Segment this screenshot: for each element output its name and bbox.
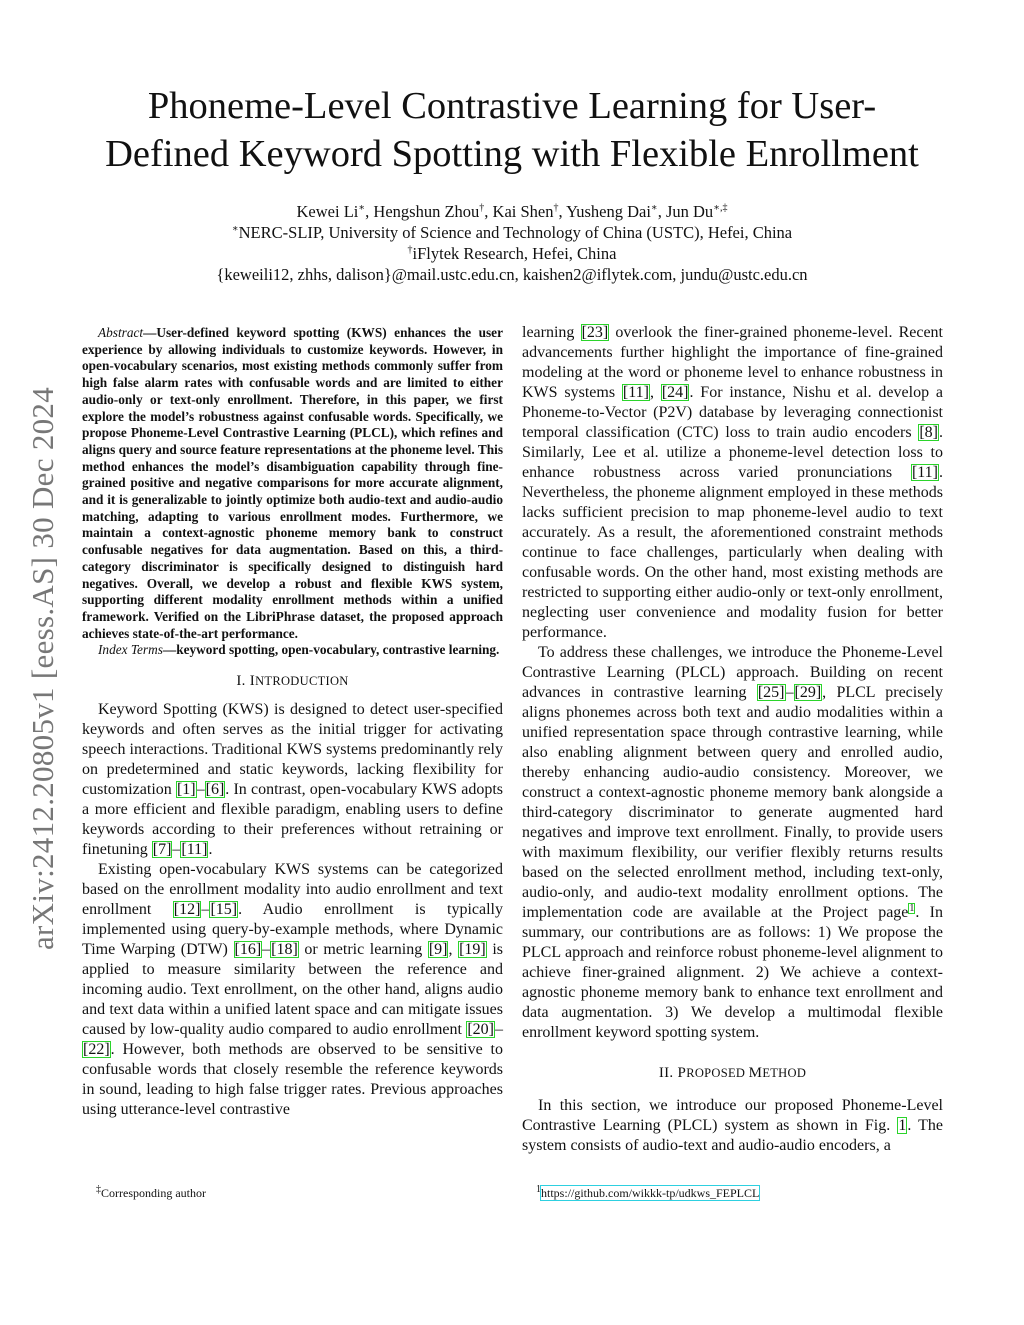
project-url-link[interactable]: https://github.com/wikkk-tp/udkws_FEPLCL [541,1186,760,1200]
affiliation-text: iFlytek Research, Hefei, China [412,244,617,263]
author-mark: ∗ [358,202,366,214]
citation-link[interactable]: [12] [173,901,201,919]
method-body [522,1096,943,1156]
author-names: Kewei Li∗, Hengshun Zhou†, Kai Shen†, Yusheng Dai∗, Jun Du∗,‡ [296,202,728,221]
author-name: Kai Shen [492,202,554,221]
affiliation-1 [40,222,984,243]
author-name: Jun Du [665,202,714,221]
author-name: Hengshun Zhou [373,202,480,221]
citation-link[interactable]: [23] [581,324,609,341]
citation-link[interactable]: [1] [176,781,196,799]
text-run: , [448,941,459,959]
author-name: Kewei Li [296,202,359,221]
text-run: learning [522,324,581,341]
index-terms-text: —keyword spotting, open-vocabulary, contrastive learning. [162,642,500,658]
affiliation-2 [40,243,984,264]
affil-mark: ∗ [231,223,239,235]
citation-link[interactable]: [7] [152,841,172,859]
section-rest: ETHOD [762,1066,807,1080]
citation-link[interactable]: [11] [181,841,208,859]
citation-link[interactable]: [16] [234,941,262,959]
text-run: . Similarly, Lee et al. utilize a phoneme-level detection loss to enhance robustness across varied pronunciations [522,424,943,481]
footnote-mark: 1 [536,1184,541,1195]
author-mark: ∗,‡ [713,202,728,214]
text-run: is applied to measure similarity between the reference and incoming audio. Text enrollment, on the other hand, aligns audio and text data within a unified latent space and can mitigate issues caused by low-quality audio compared to audio enrollment [82,941,504,1039]
title-line-1: Phoneme-Level Contrastive Learning for User- [147,85,877,127]
text-run: overlook the finer-grained phoneme-level. Recent advancements further highlight the importance of fine-grained modeling at the word or phoneme level to enhance robustness in KWS systems [522,324,943,401]
author-block [40,201,984,285]
abstract [82,325,503,642]
section-heading-introduction [82,673,503,690]
citation-link[interactable]: [15] [210,901,238,919]
citation-link[interactable]: [9] [428,941,448,959]
text-run: . Audio enrollment is typically implemented using query-by-example methods, where Dynamic Time Warping (DTW) [82,901,504,959]
citation-link[interactable]: [11] [911,464,938,481]
text-run: , PLCL precisely aligns phonemes across both text and audio modalities within a unified representation space through contrastive learning, while also enabling alignment between query and enrolled audio, thereby enhancing audio-audio consistency. Moreover, we construct a context-agnostic phoneme memory bank alongside a third-category discriminator to generate augmented hard negatives and improve text enrollment. Finally, to provide users with maximum flexibility, our verifier flexibly returns results based on the selected enrollment method, including text-only, audio-only, and audio-text modality enrollment options. The implementation code are available at the Project page [522,684,943,921]
citation-link[interactable]: [6] [205,781,225,799]
author-emails: {keweili12, zhhs, dalison}@mail.ustc.edu.cn, kaishen2@iflytek.com, jundu@ustc.edu.cn [216,265,808,284]
citation-link[interactable]: [29] [794,684,822,701]
text-run: or metric learning [298,941,428,959]
citation-link[interactable]: [11] [622,384,649,401]
abstract-label: Abstract [98,325,144,340]
text-run: – [172,841,181,859]
author-name: Yusheng Dai [566,202,651,221]
text-run: – [495,1021,503,1039]
text-run: Keyword Spotting (KWS) is designed to detect user-specified keywords and often serves as the initial trigger for activating speech interactions. Traditional KWS systems predominantly rely on predetermined and static keywords, lacking flexibility for customization [82,701,503,799]
section-number: I. [236,673,250,690]
affil-mark: † [407,244,413,256]
text-run: , [649,384,661,401]
citation-link[interactable]: [18] [271,941,298,959]
citation-link[interactable]: [24] [661,384,689,401]
introduction-body-continued [522,323,943,1043]
text-run: . In contrast, open-vocabulary KWS adopts a more efficient and flexible paradigm, enabling users to define keywords according to their preferences without retraining or finetuning [82,781,504,859]
index-terms [82,642,503,659]
paper-title [40,82,984,178]
footnote-mark: ‡ [96,1184,101,1195]
text-run: . However, both methods are observed to be sensitive to confusable words that closely resemble the reference keywords in sound, leading to high false trigger rates. Previous approaches using utterance-level contrastive [82,1041,503,1119]
text-run: – [785,684,794,701]
abstract-text: —User-defined keyword spotting (KWS) enhances the user experience by allowing individuals to customize keywords. However, in open-vocabulary scenarios, most existing methods commonly suffer from high false alarm rates with confusable words and are limited to either audio-only or text-only enrollment. Therefore, in this paper, we first explore the model’s robustness against confusable words. Specifically, we propose Phoneme-Level Contrastive Learning (PLCL), which refines and aligns query and source feature representations at the phoneme level. This method enhances the model’s disambiguation capability through fine-grained positive and negative comparisons for more accurate alignment, and it is generalizable to jointly optimize both audio-text and audio-audio matching, adapting to various enrollment modes. Furthermore, we maintain a context-agnostic phoneme memory bank to construct confusable negatives for data augmentation. Based on this, a third-category discriminator is specifically designed to distinguish hard negatives. Overall, we develop a robust and flexible KWS system, supporting different modality enrollment methods within a unified framework. Verified on the LibriPhrase dataset, the proposed approach achieves state-of-the-art performance. [82,325,503,641]
author-mark: † [553,202,559,214]
paragraph [522,1096,943,1156]
footnote-ref-link[interactable]: 1 [909,902,915,914]
citation-link[interactable]: 1 [898,1117,907,1134]
text-run: . In summary, our contributions are as follows: 1) We propose the PLCL approach and reinforce robust phoneme-level alignment to achieve finer-grained alignment. 2) We achieve a context-agnostic phoneme memory bank to enhance text enrollment and data augmentation. 3) We develop a multimodal flexible enrollment keyword spotting system. [522,904,944,1041]
text-run: – [201,901,210,919]
section-initial: P [677,1065,687,1081]
section-heading-proposed-method [522,1065,943,1082]
citation-link[interactable]: [19] [459,941,486,959]
text-run: . For instance, Nishu et al. develop a Phoneme-to-Vector (P2V) database by leveraging connectionist temporal classification (CTC) loss to train audio encoders [522,384,944,441]
footnote-project-link [536,1186,759,1201]
text-run: – [196,781,205,799]
text-run: Existing open-vocabulary KWS systems can be categorized based on the enrollment modality into audio enrollment and text enrollment [82,861,503,919]
right-column [522,323,943,1156]
paragraph [82,700,503,860]
citation-link[interactable]: [20] [467,1021,494,1039]
citation-link[interactable]: [22] [83,1041,110,1059]
section-rest: NTRODUCTION [255,674,349,689]
text-run: . The system consists of audio-text and audio-audio encoders, a [522,1117,943,1154]
text-run: In this section, we introduce our proposed Phoneme-Level Contrastive Learning (PLCL) system as shown in Fig. [522,1097,943,1134]
introduction-body [82,700,503,1120]
citation-link[interactable]: [8] [919,424,938,441]
text-run: To address these challenges, we introduce the Phoneme-Level Contrastive Learning (PLCL) approach. Building on recent advances in contrastive learning [522,644,943,701]
arxiv-watermark: arXiv:2412.20805v1 [eess.AS] 30 Dec 2024 [25,386,60,950]
paragraph [522,323,943,643]
text-run: – [262,941,271,959]
footnote-text: Corresponding author [101,1186,206,1200]
author-mark: ∗ [650,202,658,214]
title-line-2: Defined Keyword Spotting with Flexible Enrollment [105,133,919,175]
section-initial: I [249,673,256,690]
text-run: . [208,841,213,859]
left-column [82,325,503,1120]
index-terms-label: Index Terms [98,642,163,658]
paragraph [82,860,503,1120]
footnote-corresponding-author [96,1186,206,1201]
section-initial: M [748,1065,763,1081]
paragraph [522,643,943,1043]
author-mark: † [479,202,485,214]
affiliation-text: NERC-SLIP, University of Science and Technology of China (USTC), Hefei, China [238,223,793,242]
text-run: . Nevertheless, the phoneme alignment employed in these methods lacks sufficient precision to map phoneme-level audio to text accurately. As a result, the aforementioned constraint methods continue to face challenges, particularly when dealing with confusable words. On the other hand, most existing methods are restricted to supporting either audio-only or text-only enrollment, neglecting user convenience and modality fusion for better performance. [522,464,943,641]
section-number: II. [658,1065,678,1081]
section-rest: ROPOSED [686,1066,749,1080]
citation-link[interactable]: [25] [757,684,785,701]
